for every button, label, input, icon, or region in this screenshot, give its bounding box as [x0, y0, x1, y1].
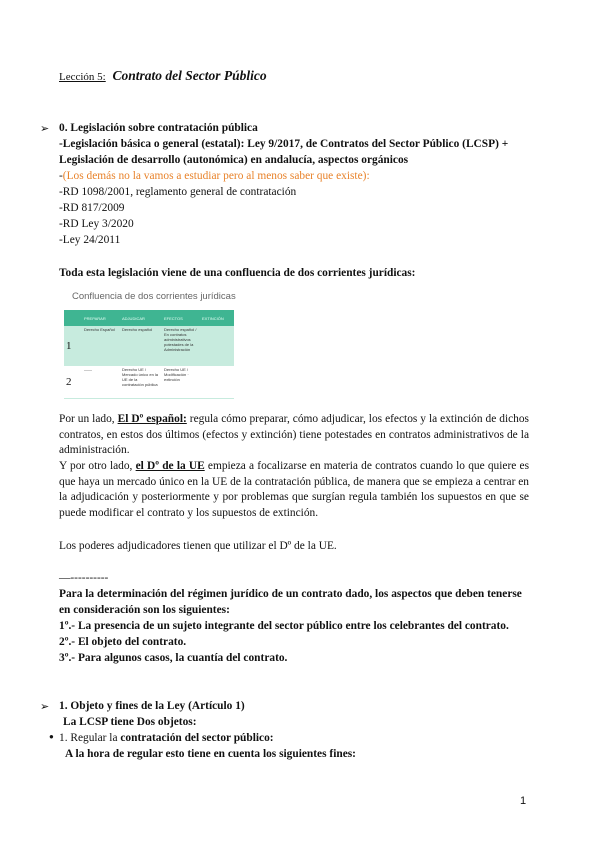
table-cell: Derecho español / En contratos administrativos potestades de la Administración — [162, 326, 200, 366]
table-cell: Derecho español — [120, 326, 162, 366]
law-item: -Ley 24/2011 — [59, 234, 121, 246]
arrow-bullet-icon: ➢ — [40, 701, 50, 713]
table-cell: Derecho UE / Modificación · extinción — [162, 366, 200, 399]
law-item: -RD 817/2009 — [59, 202, 125, 214]
table-cell: Derecho UE / Mercado único en la UE de la contratación pública — [120, 366, 162, 399]
table-cell — [200, 326, 234, 366]
table-cell — [200, 366, 234, 399]
separator: —---------- — [59, 572, 109, 584]
paragraph-text: Y por otro lado, — [59, 460, 136, 472]
section-heading: 1. Objeto y fines de la Ley (Artículo 1) — [59, 700, 245, 712]
lesson-title: Contrato del Sector Público — [112, 68, 267, 83]
aspect-item: 3º.- Para algunos casos, la cuantía del contrato. — [59, 652, 288, 664]
table-header-cell — [64, 310, 82, 326]
section-heading: 0. Legislación sobre contratación pública — [59, 122, 258, 134]
row-number: 2 — [64, 366, 82, 399]
page-number: 1 — [520, 795, 527, 807]
aspect-item: 1º.- La presencia de un sujeto integrante del sector público entre los celebrantes del contrato. — [59, 620, 509, 632]
table-header-row — [64, 310, 234, 326]
eu-law-term: el Dº de la UE — [135, 460, 205, 472]
objects-intro: La LCSP tiene Dos objetos: — [63, 716, 197, 728]
lesson-label: Lección 5: — [59, 71, 106, 83]
table-header-cell: ADJUDICAR — [120, 310, 162, 326]
paragraph-spanish-law — [59, 412, 529, 459]
law-item: -RD Ley 3/2020 — [59, 218, 134, 230]
dot-bullet-icon: ● — [49, 732, 54, 741]
paragraph-text: empieza a focalizarse en materia de contratos cuando lo que quiere es que haya un mercado único en la UE de la contratación pública, de manera que se empieza a centrar en la adjudicación y posteriormente y por problemas que surgían regula también los supuestos en que se puede modificar el contrato y los supuestos de extinción. — [59, 460, 530, 519]
law-item: -RD 1098/2001, reglamento general de contratación — [59, 186, 297, 198]
legislation-basic-line-2: Legislación de desarrollo (autonómica) en andalucía, aspectos orgánicos — [59, 154, 409, 166]
paragraph-eu-law — [59, 459, 529, 521]
aspect-item: 2º.- El objeto del contrato. — [59, 636, 187, 648]
confluence-table — [64, 310, 234, 399]
paragraph-text: Por un lado, — [59, 413, 118, 425]
note-text: (Los demás no la vamos a estudiar pero al menos saber que existe): — [62, 170, 370, 182]
legislation-basic-line-1: -Legislación básica o general (estatal): Ley 9/2017, de Contratos del Sector Público (LCSP) + — [59, 138, 509, 150]
note-line — [59, 169, 370, 184]
table-header-cell: PREPARAR — [82, 310, 120, 326]
row-number: 1 — [64, 326, 82, 366]
figure-title: Confluencia de dos corrientes jurídicas — [72, 291, 236, 302]
table-cell: Derecho Español — [82, 326, 120, 366]
spanish-law-term: El Dº español: — [117, 413, 187, 425]
object-item — [59, 731, 274, 746]
determination-line-1: Para la determinación del régimen jurídico de un contrato dado, los aspectos que deben tenerse — [59, 588, 522, 600]
page-title — [59, 68, 267, 84]
arrow-bullet-icon: ➢ — [40, 123, 50, 135]
determination-line-2: en consideración son los siguientes: — [59, 604, 230, 616]
confluence-statement: Toda esta legislación viene de una confluencia de dos corrientes jurídicas: — [59, 267, 416, 279]
object-item-text: 1. Regular la — [59, 732, 121, 744]
table-cell: —— — [82, 366, 120, 399]
paragraph-text: regula cómo preparar, cómo adjudicar, los efectos y la extinción de dichos contratos, en estos dos últimos (efectos y extinción) tiene potestades en contratos administrativos de la administración. — [59, 413, 529, 457]
purposes-intro: A la hora de regular esto tiene en cuenta los siguientes fines: — [65, 748, 356, 760]
table-header-cell: EXTINCIÓN — [200, 310, 234, 326]
table-row — [64, 366, 234, 399]
table-header-cell: EFECTOS — [162, 310, 200, 326]
table-row — [64, 326, 234, 366]
note-dash: - — [59, 170, 63, 182]
object-item-bold: contratación del sector público: — [120, 732, 274, 744]
paragraph-contracting-powers: Los poderes adjudicadores tienen que utilizar el Dº de la UE. — [59, 540, 337, 552]
